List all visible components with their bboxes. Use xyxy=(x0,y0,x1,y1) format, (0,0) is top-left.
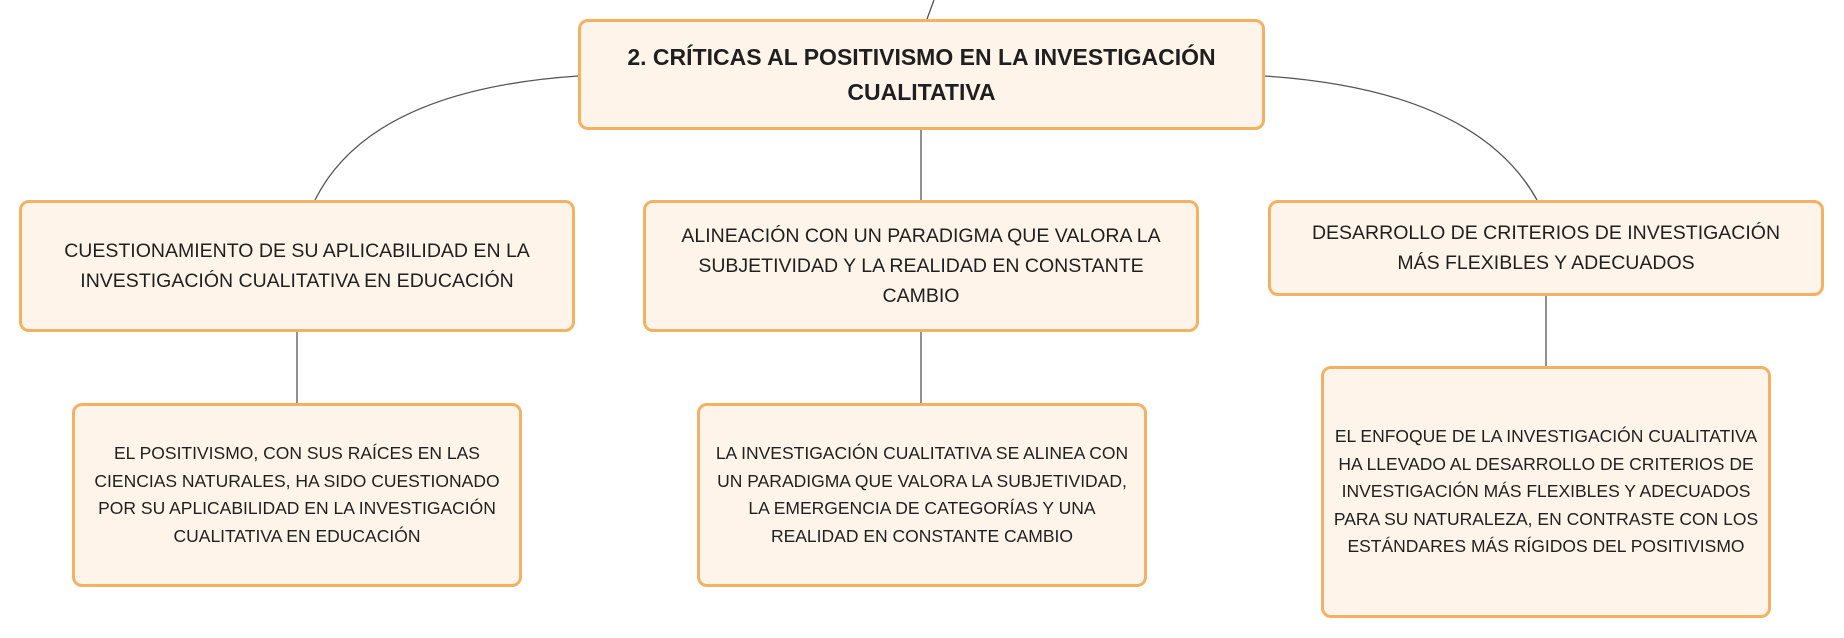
connector-root-to-branch-3 xyxy=(1265,76,1537,200)
connector-parent-to-root xyxy=(927,0,934,19)
branch-node-label: CUESTIONAMIENTO DE SU APLICABILIDAD EN LA INVESTIGACIÓN CUALITATIVA EN EDUCACIÓN xyxy=(64,240,530,292)
branch-node-label: ALINEACIÓN CON UN PARADIGMA QUE VALORA LA SUBJETIVIDAD Y LA REALIDAD EN CONSTANTE CAMBIO xyxy=(681,225,1161,307)
leaf-node-paradigm-detail[interactable] xyxy=(697,403,1147,587)
leaf-node-applicability-detail[interactable] xyxy=(72,403,522,587)
branch-node-applicability[interactable] xyxy=(19,200,575,332)
leaf-node-criteria-detail[interactable] xyxy=(1321,366,1771,618)
leaf-node-text: EL POSITIVISMO, CON SUS RAÍCES EN LAS CIENCIAS NATURALES, HA SIDO CUESTIONADO POR SU APLICABILIDAD EN LA INVESTIGACIÓN CUALITATIVA EN EDUCACIÓN xyxy=(94,443,500,546)
leaf-node-text: EL ENFOQUE DE LA INVESTIGACIÓN CUALITATIVA HA LLEVADO AL DESARROLLO DE CRITERIOS DE INVESTIGACIÓN MÁS FLEXIBLES Y ADECUADOS PARA SU NATURALEZA, EN CONTRASTE CON LOS ESTÁNDARES MÁS RÍGIDOS DEL POSITIVISMO xyxy=(1333,426,1759,557)
branch-node-label: DESARROLLO DE CRITERIOS DE INVESTIGACIÓN MÁS FLEXIBLES Y ADECUADOS xyxy=(1311,222,1781,274)
connector-root-to-branch-1 xyxy=(315,76,578,200)
branch-node-flexible-criteria[interactable] xyxy=(1268,200,1824,296)
root-topic-node[interactable] xyxy=(578,19,1265,130)
branch-node-paradigm-alignment[interactable] xyxy=(643,200,1199,332)
root-topic-title: 2. CRÍTICAS AL POSITIVISMO EN LA INVESTIGACIÓN CUALITATIVA xyxy=(627,43,1216,105)
leaf-node-text: LA INVESTIGACIÓN CUALITATIVA SE ALINEA CON UN PARADIGMA QUE VALORA LA SUBJETIVIDAD, LA EMERGENCIA DE CATEGORÍAS Y UNA REALIDAD EN CONSTANTE CAMBIO xyxy=(715,443,1129,546)
